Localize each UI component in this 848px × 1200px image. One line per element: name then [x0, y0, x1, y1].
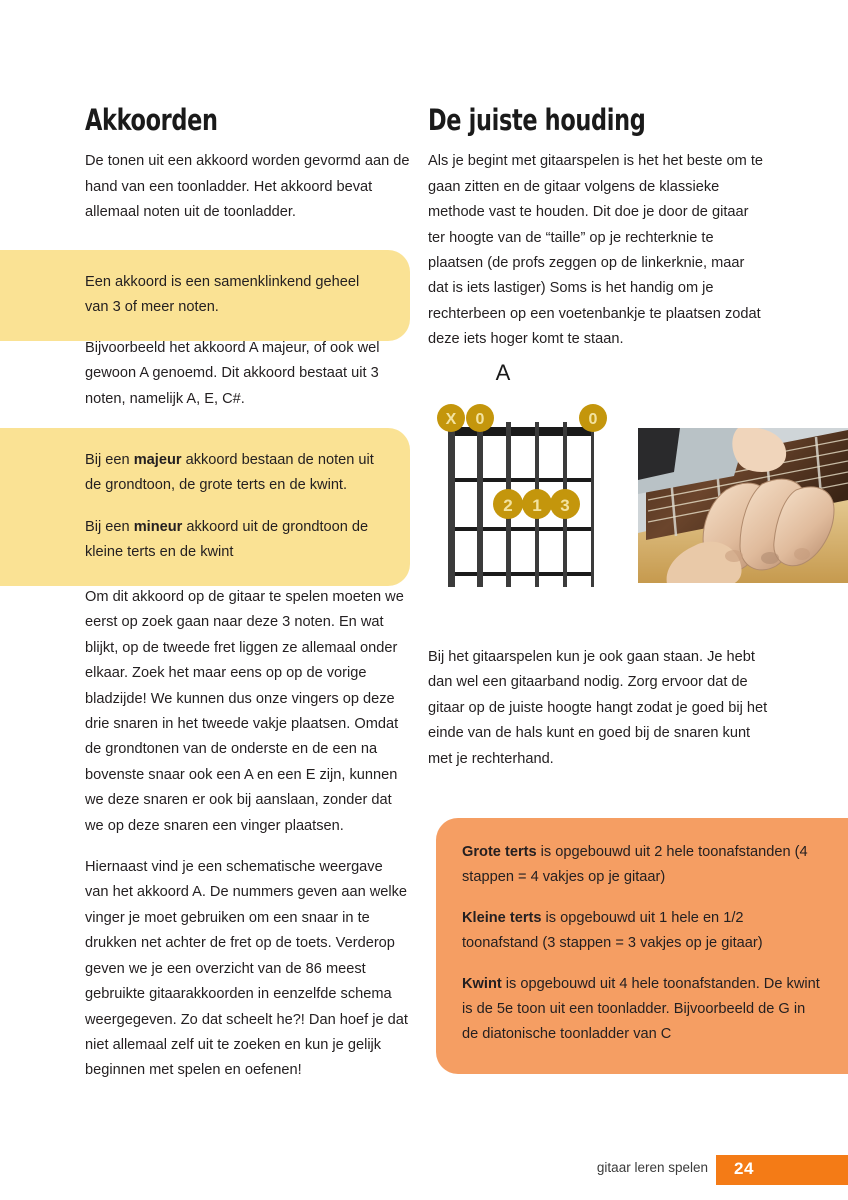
callout-1-text: Een akkoord is een samenklinkend geheel van 3 of meer noten.: [85, 274, 360, 316]
kwint-keyword: Kwint: [462, 975, 502, 992]
chord-nut: [448, 427, 594, 436]
callout-orange-item-kleine-terts: [462, 906, 822, 957]
grote-terts-text: is opgebouwd uit 2 hele toonafstanden (4 stappen = 4 vakjes op je gitaar): [462, 844, 808, 886]
chord-marker-open-label-6: 0: [588, 411, 598, 428]
page-footer: [0, 1155, 848, 1187]
majeur-after: akkoord bestaan de noten uit de grondtoon, de grote terts en de kwint.: [85, 452, 374, 494]
callout-2-line-mineur: [85, 515, 384, 566]
chord-name-label: A: [495, 360, 511, 385]
chord-fret-2: [448, 527, 594, 531]
callout-orange-item-kwint: [462, 972, 822, 1048]
paragraph-spelen-op-gitaar: Om dit akkoord op de gitaar te spelen moeten we eerst op zoek gaan naar deze 3 noten. En wat blijkt, op de tweede fret liggen ze allemaal onder elkaar. Zoek het maar eens op op de vorige bladzijde! We kunnen dus onze vingers op deze drie snaren in het tweede vakje plaatsen. Omdat de grondtonen van de onderste en de een na bovenste snaar ook een A en een E zijn, kunnen we deze snaren er ook bij aanslaan, zonder dat we op deze snaren een vinger plaatsen.: [85, 589, 404, 834]
chord-string-6: [591, 422, 594, 587]
mineur-after: akkoord uit de grondtoon de kleine terts en de kwint: [85, 518, 369, 561]
footer-page-number: 24: [734, 1159, 754, 1178]
footer-book-title: gitaar leren spelen: [596, 1160, 708, 1175]
right-column: [428, 105, 768, 369]
kwint-text: is opgebouwd uit 4 hele toonafstanden. De kwint is de 5e toon uit een toonladder. Bijvoorbeeld de G in de diatonische toonladder van C: [462, 975, 820, 1043]
kleine-terts-keyword: Kleine terts: [462, 909, 542, 926]
paragraph-example-wrap: [85, 336, 410, 428]
callout-majeur-mineur: [0, 428, 410, 586]
paragraph-intro: De tonen uit een akkoord worden gevormd aan de hand van een toonladder. Het akkoord bevat allemaal noten uit de toonladder.: [85, 153, 410, 221]
majeur-before: Bij een: [85, 452, 134, 468]
page-title-akkoorden: Akkoorden: [85, 103, 218, 137]
callout-definition-akkoord: [0, 250, 410, 341]
chord-diagram-svg: [428, 394, 618, 599]
page-title-juiste-houding: De juiste houding: [428, 103, 646, 137]
chord-finger-label-string-3: 2: [503, 496, 513, 515]
guitar-hand-photo-svg: [638, 428, 848, 583]
grote-terts-keyword: Grote terts: [462, 844, 537, 860]
chord-fret-1: [448, 478, 594, 482]
paragraph-example-a-majeur: Bijvoorbeeld het akkoord A majeur, of ook wel gewoon A genoemd. Dit akkoord bestaat uit 3 noten, namelijk A, E, C#.: [85, 340, 380, 407]
chord-marker-x-label: X: [445, 411, 457, 428]
footer-page-bar: [716, 1155, 848, 1185]
guitar-hand-photo: [638, 428, 848, 583]
chord-marker-open-label-2: 0: [475, 411, 485, 428]
paragraph-houding: Als je begint met gitaarspelen is het het beste om te gaan zitten en de gitaar volgens de klassieke methode vast te houden. Dit doe je door de gitaar ter hoogte van de “taille” op je rechterknie te plaatsen (de profs zeggen op de linkerknie, maar dat is iets lastiger) Soms is het handig om je rechterbeen op een voetenbankje te plaatsen zodat deze iets hoger komt te staan.: [428, 153, 764, 348]
paragraph-schematische-weergave: Hiernaast vind je een schematische weergave van het akkoord A. De nummers geven aan welke vinger je moet gebruiken om een snaar in te drukken net achter de fret op de toets. Verderop geven we je een overzicht van de 86 meest gebruikte gitaarakkoorden in eenzelfde schema weergegeven. Zo dat scheelt he?! Dan hoef je dat niet allemaal zelf uit te zoeken en kun je gelijk beginnen met spelen en oefenen!: [85, 859, 408, 1079]
left-column: [85, 105, 410, 242]
mineur-keyword: mineur: [133, 518, 183, 535]
callout-orange-item-grote-terts: [462, 840, 822, 891]
chord-string-2: [477, 422, 483, 587]
chord-finger-label-string-5: 3: [560, 496, 570, 515]
right-column-lower: [428, 645, 768, 788]
kleine-terts-text: is opgebouwd uit 1 hele en 1/2 toonafstand (3 stappen = 3 vakjes op je gitaar): [462, 909, 763, 952]
chord-finger-label-string-4: 1: [532, 496, 542, 515]
mineur-before: Bij een: [85, 518, 134, 535]
chord-diagram: [428, 360, 618, 599]
callout-terts-kwint: [436, 818, 848, 1074]
chord-fret-3: [448, 572, 594, 576]
callout-2-line-majeur: [85, 448, 384, 499]
left-column-lower: [85, 585, 410, 1100]
chord-string-1: [448, 422, 455, 587]
paragraph-staand-spelen: Bij het gitaarspelen kun je ook gaan staan. Je hebt dan wel een gitaarband nodig. Zorg ervoor dat de gitaar op de juiste hoogte hangt zodat je goed bij het einde van de hals kunt en goed bij de snaren kunt met je rechterhand.: [428, 649, 768, 767]
majeur-keyword: majeur: [133, 452, 182, 468]
